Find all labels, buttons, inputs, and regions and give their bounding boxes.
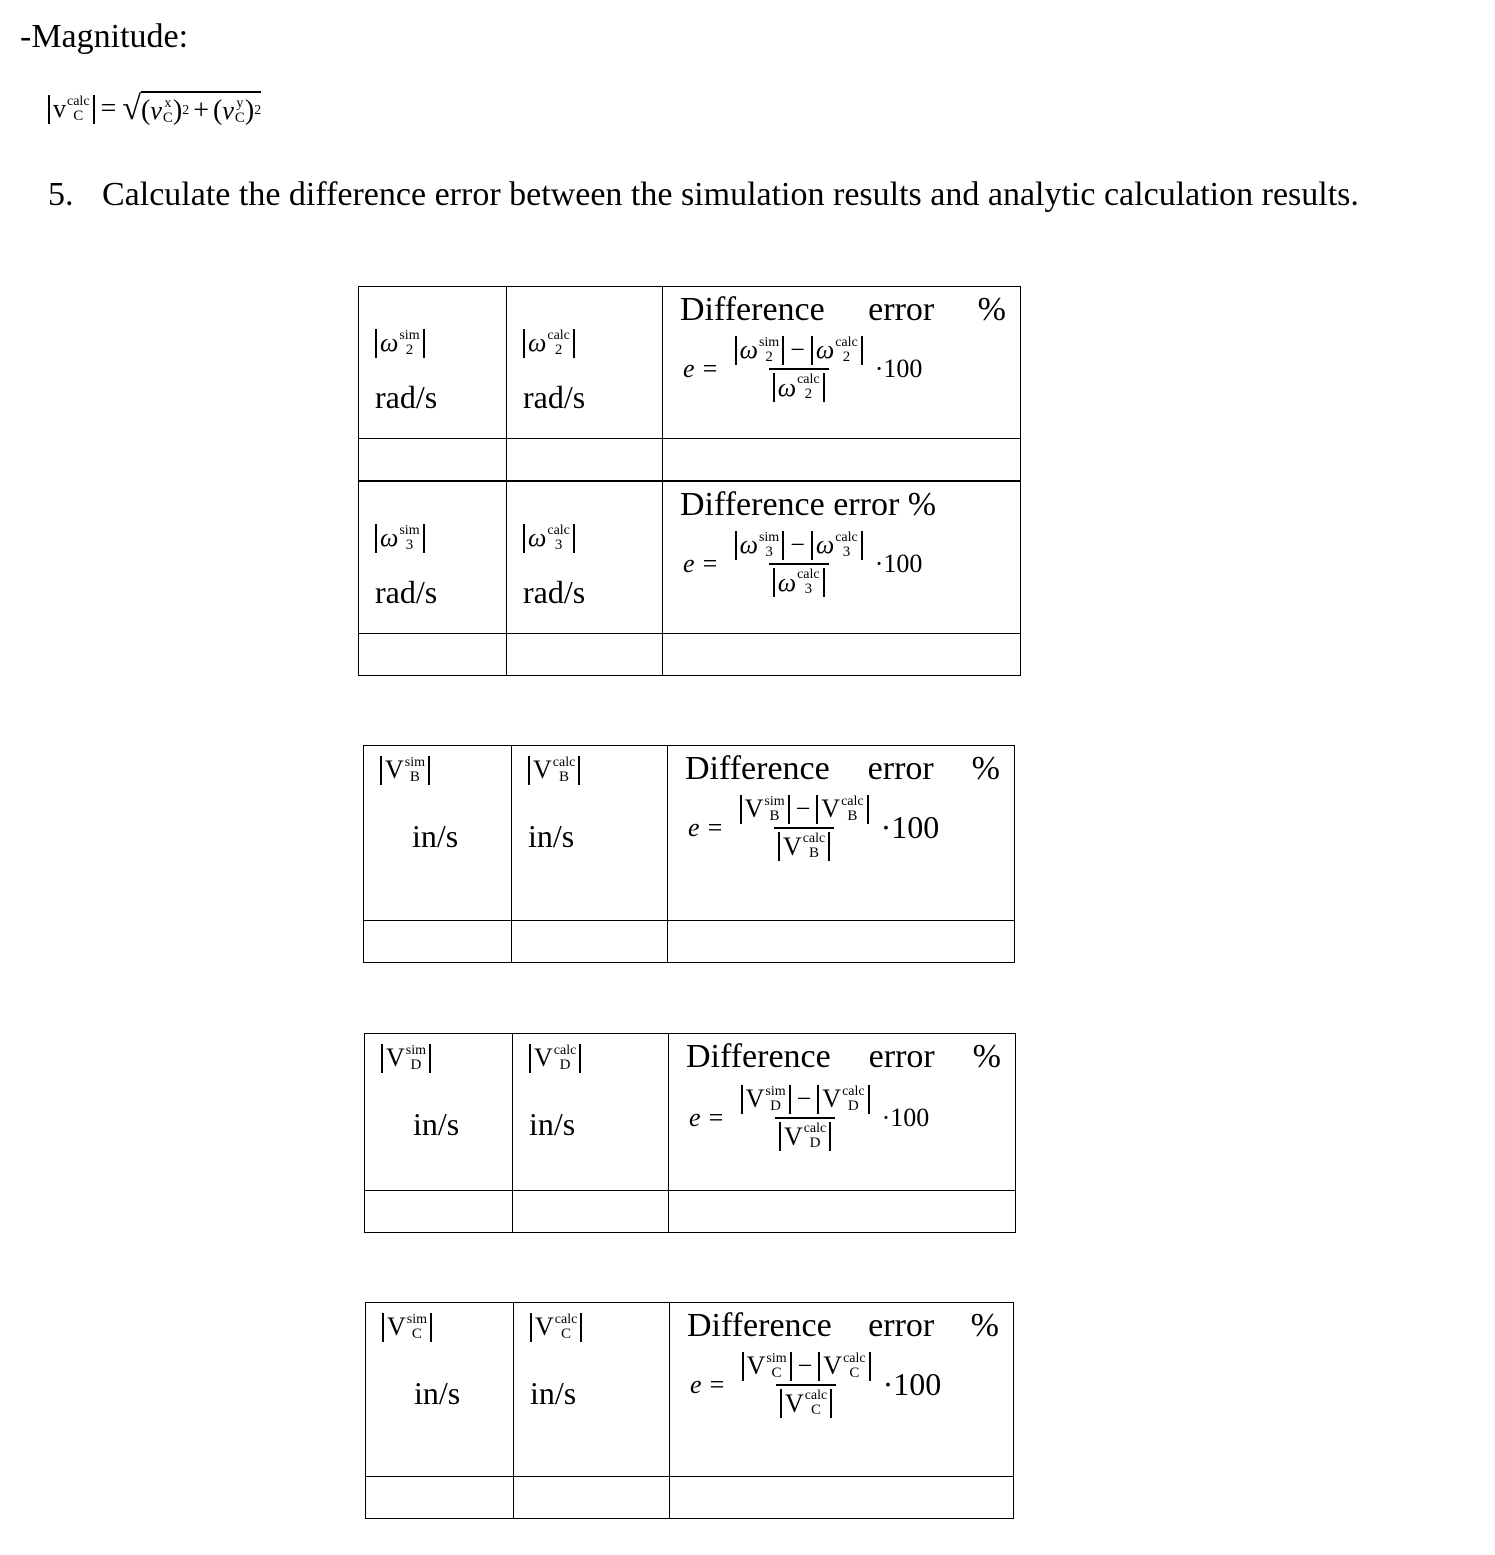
quantity-sup: calc (803, 1121, 827, 1136)
header-row (364, 746, 1015, 921)
calc-value-cell[interactable] (507, 439, 663, 481)
header-sim-cell (359, 287, 507, 439)
abs-value-num-calc (817, 1085, 869, 1114)
difference-error-title (680, 291, 1006, 329)
abs-value-den-calc (773, 568, 825, 597)
error-fraction (737, 1084, 874, 1151)
header-sim-unit: rad/s (375, 379, 438, 415)
quantity-symbol: V (745, 1084, 765, 1113)
error-formula (689, 1084, 929, 1151)
quantity-symbol: ω (528, 328, 547, 357)
factor-100: ·100 (874, 548, 923, 578)
value-row (365, 1191, 1016, 1233)
minus-sign: − (790, 335, 805, 364)
formula-x-power: 2 (182, 103, 190, 118)
quantity-sup: sim (399, 327, 420, 343)
difference-error-title (687, 1307, 999, 1345)
abs-value-num-calc (811, 336, 863, 365)
quantity-sub: B (847, 807, 858, 824)
quantity-symbol: ω (739, 335, 758, 364)
error-formula (688, 794, 939, 861)
abs-value-num-sim (740, 795, 790, 824)
quantity-sup: calc (797, 372, 820, 387)
abs-value-den-calc (779, 1122, 831, 1151)
minus-sign: − (790, 530, 805, 559)
difference-error-title (685, 750, 1000, 788)
quantity-sub: 3 (804, 581, 813, 597)
error-formula (690, 1351, 941, 1418)
abs-value-sim (382, 1313, 432, 1342)
header-calc-quantity (523, 522, 575, 554)
quantity-sup: sim (405, 1042, 427, 1058)
abs-value-sim (381, 1044, 431, 1073)
title-word: error (868, 1038, 935, 1075)
header-calc-quantity (529, 1042, 581, 1074)
error-table-5 (365, 1302, 1014, 1519)
quantity-sub: C (849, 1364, 860, 1381)
formula-x-sub: C (162, 109, 173, 126)
header-calc-unit: in/s (528, 818, 575, 854)
header-sim-quantity (380, 754, 430, 786)
quantity-sup: sim (758, 334, 780, 350)
step-5 (48, 176, 1359, 214)
header-calc-cell (512, 746, 668, 921)
header-calc-unit: in/s (529, 1106, 576, 1142)
title-word: Difference (680, 291, 825, 328)
quantity-sub: 3 (765, 543, 773, 560)
quantity-symbol: ω (815, 530, 835, 559)
quantity-sub: 3 (405, 536, 414, 553)
quantity-symbol: ω (528, 523, 547, 552)
header-calc-cell (514, 1303, 670, 1477)
calc-value-cell[interactable] (513, 1191, 669, 1233)
formula-y-sub: C (234, 109, 245, 126)
quantity-sub: C (411, 1325, 422, 1342)
step-number: 5. (48, 176, 74, 213)
header-sim-cell (366, 1303, 514, 1477)
abs-value-num-sim (735, 531, 785, 560)
quantity-sub: 2 (765, 348, 773, 365)
error-value-cell[interactable] (663, 634, 1021, 676)
error-fraction (731, 335, 867, 402)
quantity-symbol: V (783, 1121, 803, 1151)
quantity-sub: B (409, 768, 420, 785)
title-word: Difference (685, 750, 830, 787)
header-calc-quantity (528, 754, 580, 786)
title-word: Difference (687, 1307, 832, 1344)
factor-100: ·100 (881, 1102, 930, 1132)
header-sim-cell (365, 1034, 513, 1191)
quantity-symbol: V (533, 755, 552, 784)
fraction-denominator (769, 563, 829, 597)
value-row (366, 1477, 1014, 1519)
magnitude-heading: -Magnitude: (20, 18, 189, 55)
header-calc-cell (513, 1034, 669, 1191)
quantity-symbol: ω (815, 335, 835, 364)
quantity-sub: 2 (804, 386, 813, 402)
header-error-cell (669, 1034, 1016, 1191)
abs-value-den-calc (780, 1389, 832, 1418)
header-calc-quantity (530, 1311, 582, 1343)
header-sim-quantity (382, 1311, 432, 1343)
title-word: error (867, 750, 934, 787)
header-error-cell (670, 1303, 1014, 1477)
value-row (364, 921, 1015, 963)
quantity-symbol: V (746, 1351, 766, 1380)
minus-sign: − (796, 1084, 812, 1113)
header-calc-cell (507, 287, 663, 439)
abs-value-num-calc (816, 795, 868, 824)
sim-value-cell[interactable] (359, 439, 507, 481)
abs-value-sim (375, 524, 425, 553)
minus-sign: − (797, 1351, 813, 1380)
header-row (365, 1034, 1016, 1191)
quantity-symbol: V (744, 794, 764, 823)
error-formula-lhs: e = (689, 1102, 725, 1132)
magnitude-formula: v calc C = √ ( v x C ) 2 + ( v y C ) 2 (48, 90, 261, 128)
quantity-symbol: ω (380, 523, 399, 552)
quantity-sup: sim (766, 1350, 787, 1366)
abs-value-num-sim (742, 1352, 792, 1381)
sim-value-cell[interactable] (365, 1191, 513, 1233)
quantity-sup: calc (841, 793, 864, 809)
quantity-symbol: ω (739, 530, 758, 559)
error-formula-lhs: e = (688, 812, 724, 842)
header-sim-unit: in/s (413, 1106, 460, 1142)
quantity-symbol: ω (777, 567, 797, 597)
difference-error-title: Difference error % (680, 486, 937, 523)
quantity-sub: D (410, 1056, 422, 1073)
formula-y-sup: y (236, 95, 244, 111)
calc-value-cell[interactable] (514, 1477, 670, 1519)
quantity-sub: D (559, 1056, 571, 1073)
quantity-sup: sim (764, 793, 785, 809)
quantity-sup: sim (765, 1083, 786, 1099)
quantity-symbol: V (386, 1043, 405, 1072)
error-fraction (736, 794, 873, 861)
calc-value-cell[interactable] (512, 921, 668, 963)
fraction-numerator (736, 794, 873, 827)
abs-value-calc (523, 329, 575, 358)
fraction-numerator (737, 1084, 874, 1117)
header-row (366, 1303, 1014, 1477)
step-text: Calculate the difference error between the simulation results and analytic calculation results. (102, 176, 1359, 213)
quantity-sup: calc (553, 1042, 577, 1058)
quantity-symbol: ω (777, 372, 797, 402)
quantity-sub: 2 (842, 348, 851, 365)
title-word: error (868, 1307, 935, 1344)
error-value-cell[interactable] (670, 1477, 1014, 1519)
quantity-sup: sim (399, 522, 420, 538)
quantity-symbol: V (782, 831, 802, 861)
quantity-symbol: V (784, 1388, 804, 1418)
quantity-sub: 2 (405, 341, 414, 358)
title-word: Difference (686, 1038, 831, 1075)
error-value-cell[interactable] (663, 439, 1021, 481)
abs-value-den-calc (773, 373, 825, 402)
header-row (359, 287, 1021, 439)
quantity-sub: 3 (842, 543, 851, 560)
abs-value-sim (375, 329, 425, 358)
header-calc-cell (507, 482, 663, 634)
formula-x-sup: x (164, 95, 172, 111)
quantity-symbol: V (534, 1043, 553, 1072)
header-sim-quantity (375, 327, 425, 359)
error-fraction (738, 1351, 875, 1418)
quantity-sub: D (770, 1097, 781, 1114)
quantity-symbol: V (823, 1351, 843, 1380)
quantity-sup: calc (843, 1350, 866, 1366)
title-word: % (972, 1038, 1001, 1075)
quantity-sub: D (809, 1135, 821, 1151)
error-table-3 (363, 745, 1015, 963)
fraction-denominator (776, 1384, 836, 1418)
value-row (359, 634, 1021, 676)
abs-value-num-calc (811, 531, 863, 560)
quantity-sup: calc (547, 522, 570, 538)
header-sim-quantity (375, 522, 425, 554)
quantity-sup: calc (554, 1311, 578, 1327)
header-sim-cell (364, 746, 512, 921)
quantity-sub: 3 (554, 536, 563, 553)
fraction-numerator (731, 530, 867, 563)
error-formula-lhs: e = (683, 353, 719, 383)
calc-value-cell[interactable] (507, 634, 663, 676)
title-word: % (970, 1307, 999, 1344)
quantity-symbol: V (821, 794, 841, 823)
abs-value-den-calc (778, 832, 830, 861)
header-calc-unit: in/s (530, 1375, 577, 1411)
title-word: error (868, 291, 935, 328)
sim-value-cell[interactable] (359, 634, 507, 676)
quantity-sup: sim (404, 754, 426, 770)
header-calc-unit: rad/s (523, 574, 586, 610)
value-row (359, 439, 1021, 481)
quantity-sup: calc (842, 1083, 865, 1099)
quantity-symbol: V (385, 755, 404, 784)
quantity-sup: calc (802, 831, 826, 846)
header-sim-unit: rad/s (375, 574, 438, 610)
title-word: % (971, 750, 1000, 787)
header-sim-quantity (381, 1042, 431, 1074)
error-table-2 (358, 481, 1021, 676)
header-sim-unit: in/s (414, 1375, 461, 1411)
fraction-denominator (775, 1117, 835, 1151)
quantity-sub: C (810, 1402, 821, 1418)
abs-value-calc (529, 1044, 581, 1073)
error-table-4 (364, 1033, 1016, 1233)
error-table-1 (358, 286, 1021, 481)
quantity-sup: calc (797, 567, 820, 582)
abs-value-sim (380, 756, 430, 785)
abs-value-calc (523, 524, 575, 553)
title-word: % (977, 291, 1006, 328)
sim-value-cell[interactable] (364, 921, 512, 963)
abs-value-calc (530, 1313, 582, 1342)
quantity-sub: B (559, 768, 570, 785)
quantity-symbol: V (535, 1312, 554, 1341)
quantity-sub: D (847, 1097, 859, 1114)
formula-lhs-sup: calc (67, 93, 90, 109)
quantity-symbol: V (387, 1312, 406, 1341)
quantity-sup: calc (547, 327, 570, 343)
quantity-sub: 2 (554, 341, 563, 358)
abs-value-num-sim (735, 336, 785, 365)
fraction-denominator (769, 368, 829, 402)
quantity-sup: calc (835, 529, 858, 545)
error-fraction (731, 530, 867, 597)
fraction-numerator (738, 1351, 875, 1384)
header-calc-quantity (523, 327, 575, 359)
quantity-sub: B (808, 845, 819, 861)
factor-100: ·100 (882, 1366, 942, 1402)
quantity-sup: calc (804, 1388, 828, 1403)
quantity-symbol: ω (380, 328, 399, 357)
factor-100: ·100 (880, 809, 940, 845)
quantity-sub: C (771, 1364, 782, 1381)
error-value-cell[interactable] (669, 1191, 1016, 1233)
header-row (359, 482, 1021, 634)
header-error-cell (668, 746, 1015, 921)
header-sim-cell (359, 482, 507, 634)
formula-y-power: 2 (254, 103, 262, 118)
header-error-cell (663, 287, 1021, 439)
fraction-denominator (774, 827, 834, 861)
abs-value-calc (528, 756, 580, 785)
error-formula-lhs: e = (683, 548, 719, 578)
quantity-sup: calc (835, 334, 858, 350)
fraction-numerator (731, 335, 867, 368)
quantity-sup: sim (406, 1311, 428, 1327)
quantity-sup: calc (552, 754, 576, 770)
quantity-sub: C (561, 1325, 572, 1342)
abs-value-num-calc (818, 1352, 870, 1381)
quantity-sup: sim (758, 529, 780, 545)
error-value-cell[interactable] (668, 921, 1015, 963)
quantity-symbol: V (822, 1084, 842, 1113)
error-formula (683, 335, 922, 402)
minus-sign: − (795, 794, 811, 823)
header-error-cell (663, 482, 1021, 634)
header-calc-unit: rad/s (523, 379, 586, 415)
header-sim-unit: in/s (412, 818, 459, 854)
sim-value-cell[interactable] (366, 1477, 514, 1519)
quantity-sub: B (769, 807, 780, 824)
abs-value-num-sim (741, 1085, 791, 1114)
formula-lhs-sub: C (73, 107, 84, 124)
error-formula (683, 530, 922, 597)
difference-error-title (686, 1038, 1001, 1076)
error-formula-lhs: e = (690, 1369, 726, 1399)
factor-100: ·100 (874, 353, 923, 383)
magnitude-lhs: v calc C (48, 95, 95, 124)
